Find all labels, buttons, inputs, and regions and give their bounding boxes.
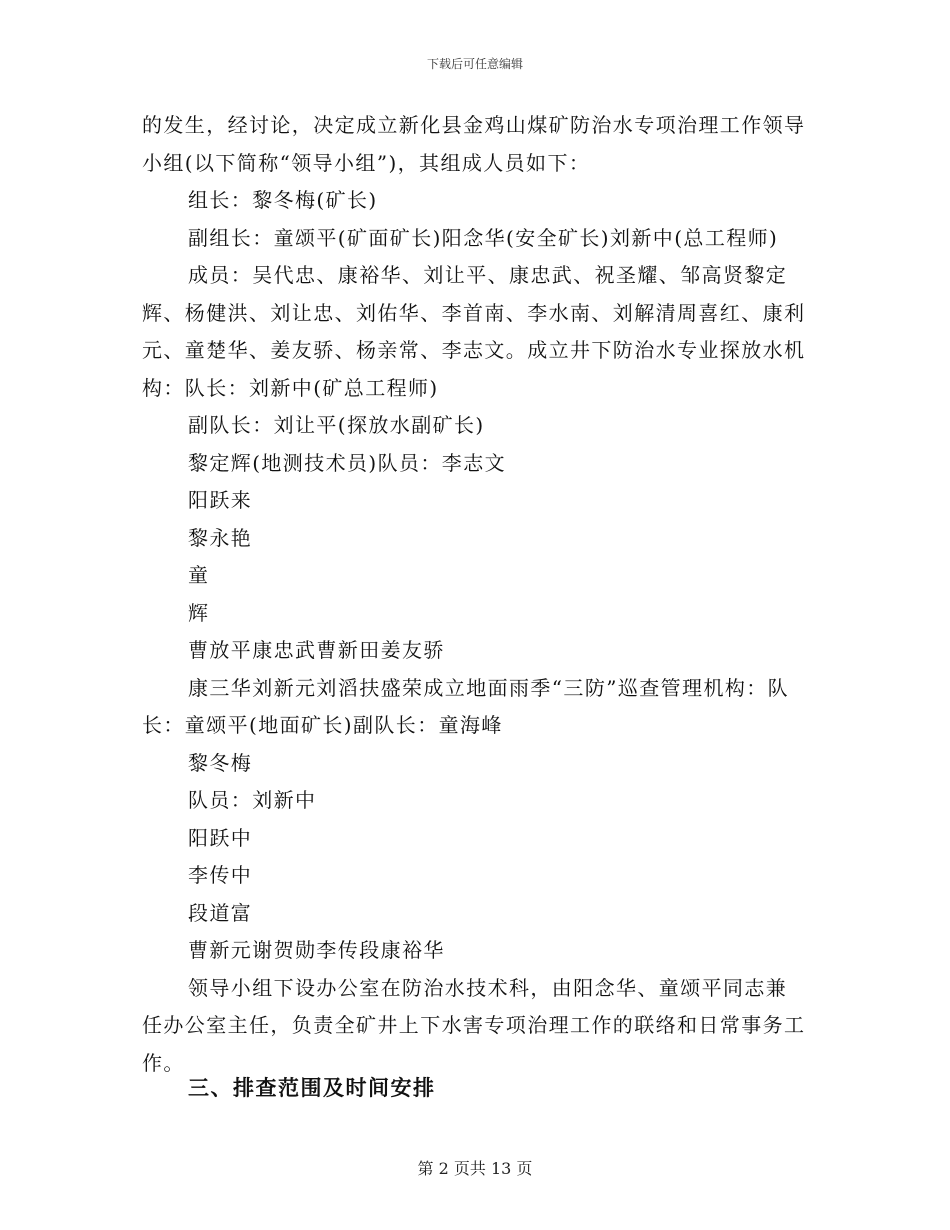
paragraph: 黎冬梅: [188, 750, 253, 775]
paragraph: 成员：吴代忠、康裕华、刘让平、康忠武、祝圣耀、邹高贤黎定辉、杨健洪、刘让忠、刘佑华、李首南、李水南、刘解清周喜红、康利元、童楚华、姜友骄、杨亲常、李志文。成立井下防治水专业探放水机构：队长：刘新中(矿总工程师): [142, 263, 806, 400]
paragraph: 副队长：刘让平(探放水副矿长): [188, 413, 485, 437]
paragraph: 辉: [188, 600, 210, 625]
paragraph: 李传中: [188, 863, 253, 887]
page-header: 下载后可任意编辑: [426, 57, 523, 71]
paragraph: 黎定辉(地测技术员)队员：李志文: [188, 450, 507, 475]
section-heading: 三、排查范围及时间安排: [188, 1076, 436, 1100]
paragraph: 曹新元谢贺勋李传段康裕华: [188, 938, 445, 962]
paragraph: 阳跃中: [188, 825, 253, 850]
paragraph: 曹放平康忠武曹新田姜友骄: [188, 638, 445, 662]
paragraph: 康三华刘新元刘滔扶盛荣成立地面雨季“三防”巡查管理机构：队长：童颂平(地面矿长)副队长：童海峰: [142, 675, 790, 737]
paragraph: 组长：黎冬梅(矿长): [188, 188, 378, 212]
paragraph: 的发生，经讨论，决定成立新化县金鸡山煤矿防治水专项治理工作领导小组(以下简称“领导小组”)，其组成人员如下：: [142, 113, 806, 175]
paragraph: 领导小组下设办公室在防治水技术科，由阳念华、童颂平同志兼任办公室主任，负责全矿井上下水害专项治理工作的联络和日常事务工作。: [142, 975, 806, 1075]
document-body: [142, 107, 807, 1082]
page-footer: 第 2 页共 13 页: [417, 1159, 533, 1178]
paragraph: 阳跃来: [188, 488, 253, 512]
paragraph: 童: [188, 563, 210, 587]
paragraph: 段道富: [188, 900, 253, 925]
paragraph: 队员：刘新中: [188, 788, 317, 812]
paragraph: 黎永艳: [188, 525, 253, 550]
paragraph: 副组长：童颂平(矿面矿长)阳念华(安全矿长)刘新中(总工程师): [188, 225, 779, 250]
